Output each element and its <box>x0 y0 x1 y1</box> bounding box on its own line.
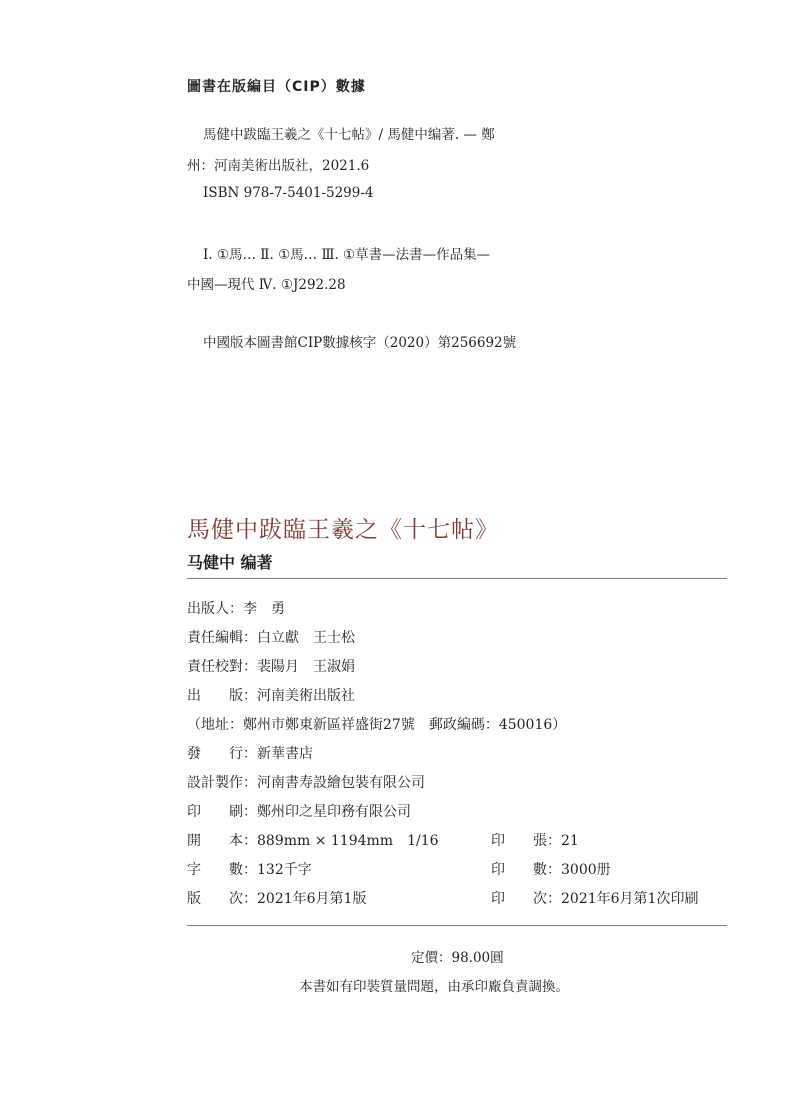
cip-record-number: 中國版本圖書館CIP數據核字（2020）第256692號 <box>203 335 517 351</box>
book-author: 马健中 编著 <box>187 553 273 572</box>
info-press <box>187 685 355 705</box>
info-distribution <box>187 743 313 763</box>
cip-citation-line-1: 馬健中跋臨王羲之《十七帖》/ 馬健中编著. — 鄭 <box>203 127 495 143</box>
spec-label: 印 次： <box>491 891 561 907</box>
info-value: 鄭州市鄭東新區祥盛街27號 郵政編碼：450016） <box>243 717 567 733</box>
spec-label: 字 數： <box>187 862 257 878</box>
cip-classification-line-1: Ⅰ. ①馬… Ⅱ. ①馬… Ⅲ. ①草書—法書—作品集— <box>203 247 491 263</box>
spec-value: 2021年6月第1版 <box>257 891 367 907</box>
spec-value: 889mm × 1194mm 1/16 <box>257 833 439 849</box>
spec-label: 印 數： <box>491 862 561 878</box>
info-proofreaders <box>187 656 355 676</box>
info-label: 責任校對： <box>187 659 257 675</box>
info-label: 責任編輯： <box>187 630 257 646</box>
top-divider <box>187 578 727 579</box>
spec-printing <box>491 888 698 908</box>
spec-value: 132千字 <box>257 862 312 878</box>
info-design <box>187 772 425 792</box>
spec-value: 21 <box>561 833 579 849</box>
info-address <box>187 714 566 734</box>
info-value: 裴陽月 王淑娟 <box>257 659 355 675</box>
cip-heading: 圖書在版編目（CIP）數據 <box>187 79 366 95</box>
book-title: 馬健中跋臨王羲之《十七帖》 <box>187 517 499 543</box>
spec-value: 3000册 <box>561 862 611 878</box>
cip-isbn: ISBN 978-7-5401-5299-4 <box>203 185 374 201</box>
spec-word-count <box>187 859 312 879</box>
info-label: 發 行： <box>187 746 257 762</box>
info-value: 鄭州印之星印務有限公司 <box>257 804 411 820</box>
info-value: 河南書寿設繪包裝有限公司 <box>257 775 425 791</box>
info-value: 河南美術出版社 <box>257 688 355 704</box>
spec-format <box>187 830 439 850</box>
info-publisher <box>187 598 285 618</box>
spec-label: 開 本： <box>187 833 257 849</box>
spec-value: 2021年6月第1次印刷 <box>561 891 699 907</box>
price: 定價：98.00圓 <box>411 950 504 966</box>
info-value: 白立獻 王士松 <box>257 630 355 646</box>
info-label: 設計製作： <box>187 775 257 791</box>
info-label: 出版人： <box>187 601 243 617</box>
info-value: 新華書店 <box>257 746 313 762</box>
info-editors <box>187 627 355 647</box>
spec-label: 印 張： <box>491 833 561 849</box>
info-label: 出 版： <box>187 688 257 704</box>
info-label: 印 刷： <box>187 804 257 820</box>
info-printer <box>187 801 411 821</box>
spec-sheets <box>491 830 579 850</box>
cip-citation-line-2: 州：河南美術出版社，2021.6 <box>187 158 370 174</box>
info-value: 李 勇 <box>243 601 285 617</box>
spec-edition <box>187 888 366 908</box>
spec-print-run <box>491 859 611 879</box>
cip-classification-line-2: 中國—現代 Ⅳ. ①J292.28 <box>187 277 346 293</box>
bottom-divider <box>187 925 727 926</box>
info-label: （地址： <box>187 717 243 733</box>
spec-label: 版 次： <box>187 891 257 907</box>
quality-notice: 本書如有印裝質量問題，由承印廠負責調換。 <box>299 979 569 995</box>
